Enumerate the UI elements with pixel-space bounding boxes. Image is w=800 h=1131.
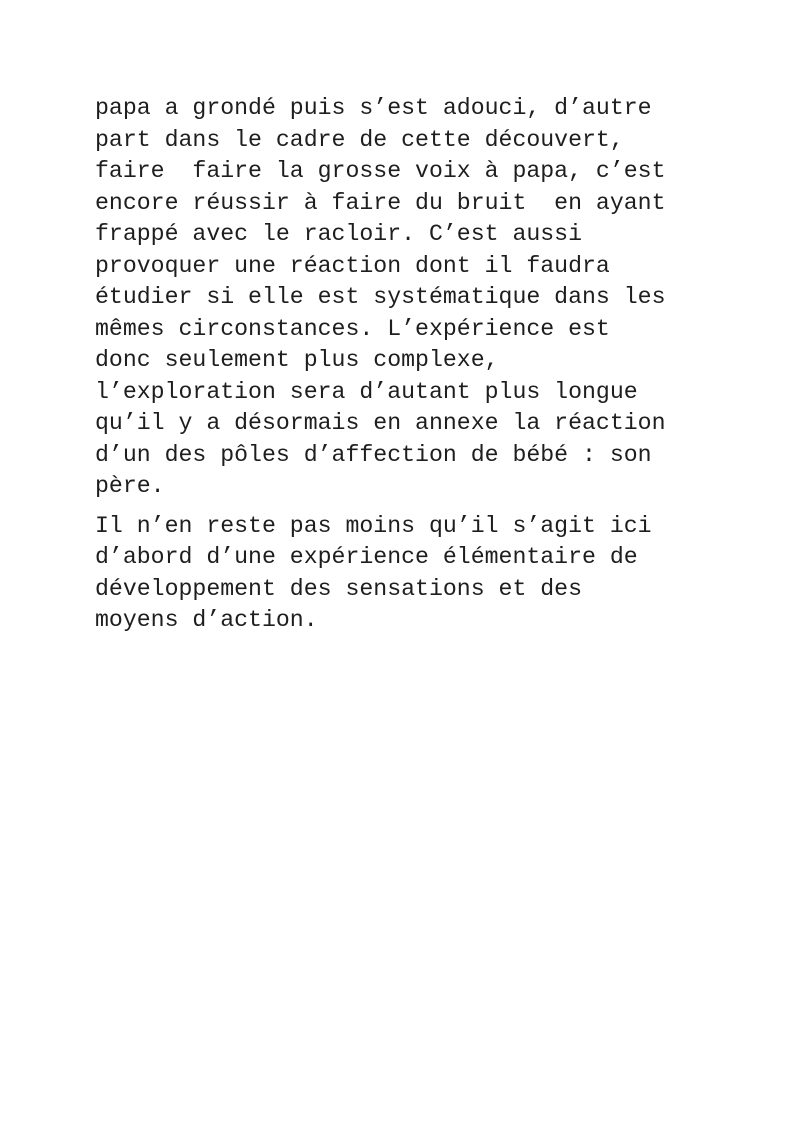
paragraph-2 — [95, 511, 735, 637]
text-line: d’un des pôles d’affection de bébé : son — [95, 441, 652, 468]
text-line: papa a grondé puis s’est adouci, d’autre — [95, 95, 652, 121]
text-line: d’abord d’une expérience élémentaire de — [95, 544, 638, 570]
text-line: frappé avec le racloir. C’est aussi — [95, 221, 583, 247]
text-line: mêmes circonstances. L’expérience est — [95, 315, 610, 342]
text-line: encore réussir à faire du bruit en ayant — [95, 189, 666, 216]
text-line: moyens d’action. — [95, 607, 318, 633]
text-line: l’exploration sera d’autant plus longue — [95, 378, 638, 405]
text-line: faire faire la grosse voix à papa, c’est — [95, 158, 666, 184]
text-line: donc seulement plus complexe, — [95, 347, 499, 373]
paragraph-1 — [95, 93, 735, 503]
text-line: étudier si elle est systématique dans les — [95, 284, 666, 310]
body-text — [95, 93, 735, 637]
text-line: qu’il y a désormais en annexe la réaction — [95, 410, 666, 436]
text-line: père. — [95, 473, 165, 499]
text-line: part dans le cadre de cette découvert, — [95, 126, 624, 153]
text-line: Il n’en reste pas moins qu’il s’agit ici — [95, 512, 652, 539]
text-line: développement des sensations et des — [95, 575, 583, 602]
text-line: provoquer une réaction dont il faudra — [95, 252, 610, 279]
